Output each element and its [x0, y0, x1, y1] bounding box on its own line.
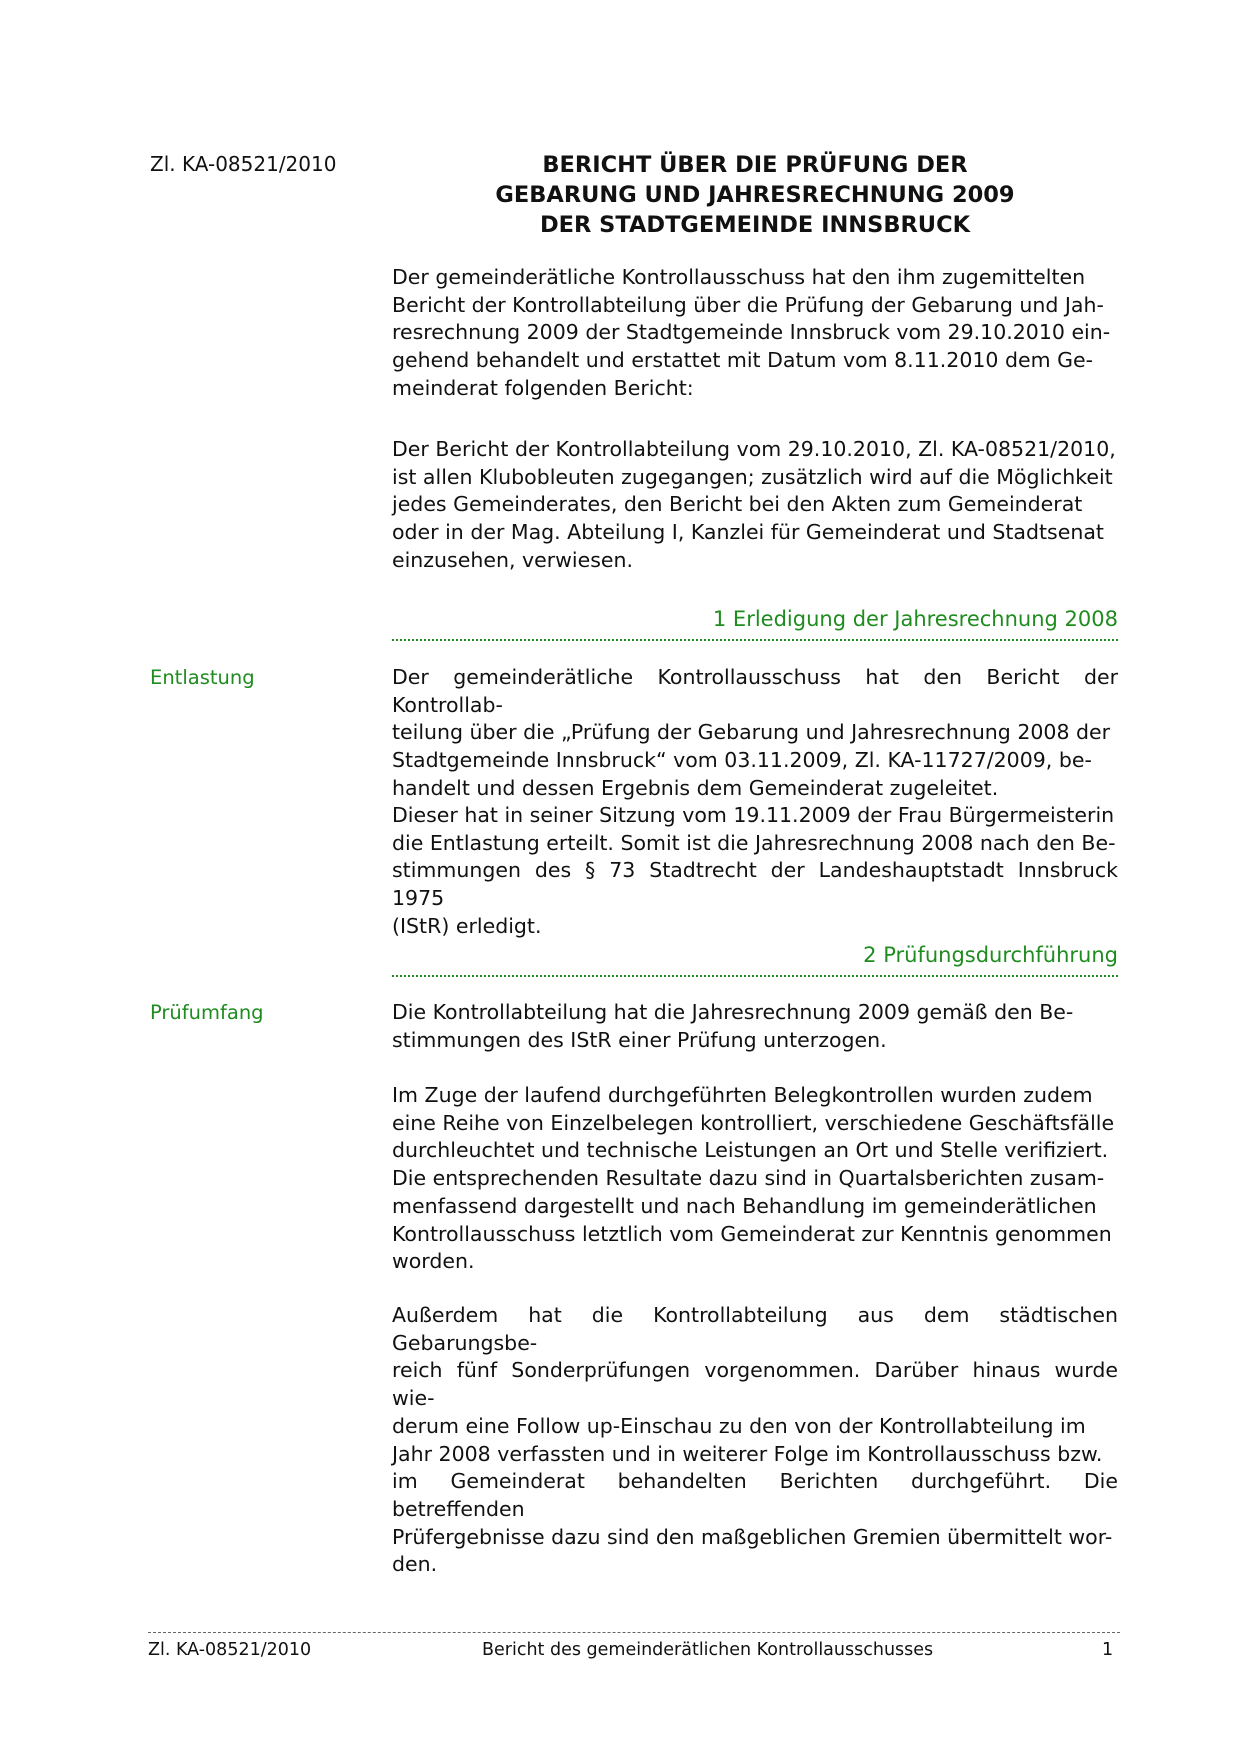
document-reference: Zl. KA-08521/2010 — [150, 152, 337, 176]
intro-block-2 — [392, 436, 1118, 575]
title-line-1: BERICHT ÜBER DIE PRÜFUNG DER — [542, 152, 968, 178]
footer-title: Bericht des gemeinderätlichen Kontrollausschusses — [482, 1640, 934, 1660]
section-1-block-1 — [392, 664, 1118, 803]
side-label-entlastung: Entlastung — [150, 666, 255, 689]
section-2-block-2 — [392, 1082, 1118, 1276]
section-1-block-2 — [392, 802, 1118, 941]
section-2-paragraph-2: Im Zuge der laufend durchgeführten Belegkontrollen wurden zudem eine Reihe von Einzelbelegen kontrolliert, verschiedene Geschäftsfälle durchleuchtet und technische Leistungen an Ort und Stelle verifiziert. Die entsprechenden Resultate dazu sind in Quartalsberichten zusam- menfassend dargestellt und nach Behandlung im gemeinderätlichen Kontrollausschuss letztlich vom Gemeinderat zur Kenntnis genommen worden. — [392, 1083, 1115, 1274]
title-line-2: GEBARUNG UND JAHRESRECHNUNG 2009 — [495, 182, 1015, 208]
side-label-pruefumfang: Prüfumfang — [150, 1001, 264, 1024]
title-line-3: DER STADTGEMEINDE INNSBRUCK — [539, 212, 971, 238]
intro-paragraph-1: Der gemeinderätliche Kontrollausschuss hat den ihm zugemittelten Bericht der Kontrollabteilung über die Prüfung der Gebarung und Jah- resrechnung 2009 der Stadtgemeinde Innsbruck vom 29.10.2010 ein- gehend behandelt und erstattet mit Datum vom 8.11.2010 dem Ge- meinderat folgenden Bericht: — [392, 265, 1111, 400]
section-2-block-1 — [392, 999, 1118, 1054]
section-2-paragraph-3: Außerdem hat die Kontrollabteilung aus dem städtischen Gebarungsbe- reich fünf Sonderprüfungen vorgenommen. Darüber hinaus wurde wie- derum eine Follow up-Einschau zu den von der Kontrollabteilung im Jahr 2008 verfassten und in weiterer Folge im Kontrollausschuss bzw. im Gemeinderat behandelten Berichten durchgeführt. Die betreffenden Prüfergebnisse dazu sind den maßgeblichen Gremien übermittelt wor- den. — [392, 1303, 1118, 1577]
footer-page-number: 1 — [1102, 1640, 1114, 1660]
section-1-paragraph-1: Der gemeinderätliche Kontrollausschuss hat den Bericht der Kontrollab- teilung über die „Prüfung der Gebarung und Jahresrechnung 2008 der Stadtgemeinde Innsbruck“ vom 03.11.2009, Zl. KA-11727/2009, be- handelt und dessen Ergebnis dem Gemeinderat zugeleitet. — [392, 665, 1118, 800]
footer-divider — [148, 1632, 1120, 1633]
section-2-block-3 — [392, 1302, 1118, 1579]
section-2-paragraph-1: Die Kontrollabteilung hat die Jahresrechnung 2009 gemäß den Be- stimmungen des IStR einer Prüfung unterzogen. — [392, 1000, 1074, 1052]
footer-reference: Zl. KA-08521/2010 — [148, 1640, 312, 1660]
document-title — [420, 150, 1090, 240]
intro-block — [392, 264, 1118, 403]
section-1-heading: 1 Erledigung der Jahresrechnung 2008 — [392, 605, 1118, 641]
section-2-heading: 2 Prüfungsdurchführung — [392, 941, 1118, 977]
intro-paragraph-2: Der Bericht der Kontrollabteilung vom 29.10.2010, Zl. KA-08521/2010, ist allen Klubobleuten zugegangen; zusätzlich wird auf die Möglichkeit jedes Gemeinderates, den Bericht bei den Akten zum Gemeinderat oder in der Mag. Abteilung I, Kanzlei für Gemeinderat und Stadtsenat einzusehen, verwiesen. — [392, 437, 1116, 572]
section-1-paragraph-2: Dieser hat in seiner Sitzung vom 19.11.2009 der Frau Bürgermeisterin die Entlastung erteilt. Somit ist die Jahresrechnung 2008 nach den Be- stimmungen des § 73 Stadtrecht der Landeshauptstadt Innsbruck 1975 (IStR) erledigt. — [392, 803, 1118, 938]
